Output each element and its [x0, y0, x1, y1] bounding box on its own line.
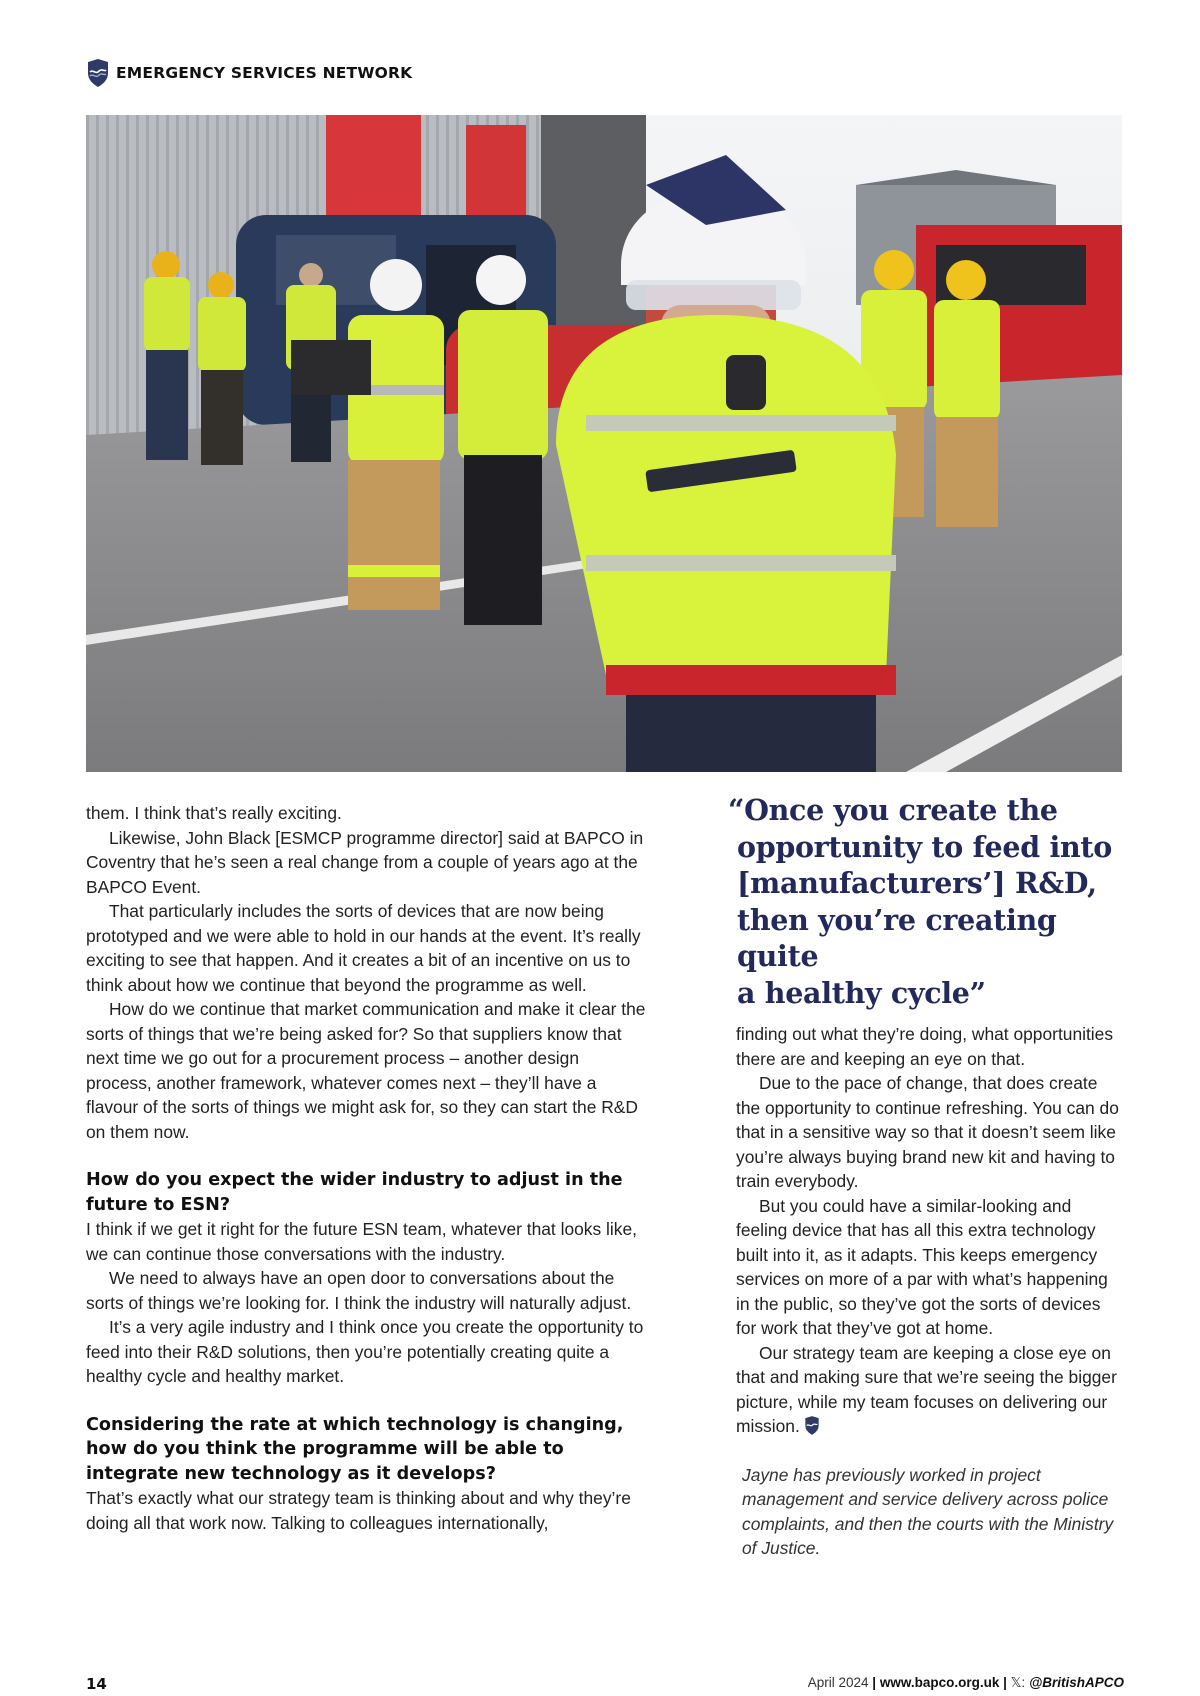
question-heading: Considering the rate at which technology is changing, how do you think the programme will be able to integrate new technology as it develops?: [86, 1414, 624, 1484]
x-icon: 𝕏:: [1010, 1675, 1026, 1690]
shield-logo-icon: [86, 59, 110, 87]
question-heading: How do you expect the wider industry to adjust in the future to ESN?: [86, 1170, 623, 1215]
footer-separator: |: [872, 1675, 877, 1690]
end-mark-shield-icon: [804, 1416, 820, 1435]
feature-photo: [86, 115, 1122, 772]
paragraph: We need to always have an open door to conversations about the sorts of things we’re looking for. I think the industry will naturally adjust.: [86, 1268, 632, 1313]
paragraph: Likewise, John Black [ESMCP programme director] said at BAPCO in Coventry that he’s seen a real change from a couple of years ago at the BAPCO Event.: [86, 827, 644, 897]
paragraph: Due to the pace of change, that does create the opportunity to continue refreshing. You can do that in a sensitive way so that it doesn’t seem like you’re always buying brand new kit and having to train everybody.: [736, 1073, 1119, 1191]
photo-illustration: [86, 115, 1122, 772]
masthead: [86, 58, 412, 88]
page-number: 14: [86, 1675, 107, 1693]
paragraph: finding out what they’re doing, what opportunities there are and keeping an eye on that.: [736, 1024, 1114, 1069]
issue-date: April 2024: [807, 1675, 869, 1690]
paragraph: That particularly includes the sorts of devices that are now being prototyped and we were able to hold in our hands at the event. It’s really exciting to see that happen. And it creates a bit of an incentive on us to think about how we continue that beyond the programme as well.: [86, 901, 641, 995]
social-handle-link[interactable]: @BritishAPCO: [1029, 1675, 1124, 1690]
pull-quote-line: a healthy cycle”: [737, 975, 986, 1010]
pull-quote-line: [manufacturers’] R&D,: [737, 866, 1097, 900]
paragraph: That’s exactly what our strategy team is thinking about and why they’re doing all that work now. Talking to colleagues internationally,: [86, 1488, 631, 1533]
paragraph: It’s a very agile industry and I think once you create the opportunity to feed into their R&D solutions, then you’re potentially creating quite a healthy cycle and healthy market.: [86, 1317, 644, 1386]
paragraph: How do we continue that market communication and make it clear the sorts of things that we’re being asked for? So that suppliers know that next time we go out for a procurement process – another design process, another framework, whatever comes next – they’ll have a flavour of the sorts of things we might ask for, so they can start the R&D on them now.: [86, 999, 646, 1142]
paragraph: [736, 1341, 1124, 1439]
body-column-right: [736, 1022, 1124, 1561]
website-link[interactable]: www.bapco.org.uk: [879, 1675, 1000, 1690]
pull-quote-line: “Once you create the: [728, 793, 1058, 827]
footer-separator: |: [1003, 1675, 1007, 1690]
footer-credits: [808, 1675, 1124, 1691]
paragraph: But you could have a similar-looking and feeling device that has all this extra technology built into it, as it adapts. This keeps emergency services on more of a par with what’s happening in the public, so they’ve got the sorts of devices for work that they’ve got at home.: [736, 1195, 1108, 1338]
body-column-left: [86, 801, 646, 1535]
author-endnote: Jayne has previously worked in project management and service delivery across police complaints, and then the courts with the Ministry of Justice.: [742, 1464, 1114, 1558]
pull-quote-line: then you’re creating quite: [737, 902, 1057, 973]
paragraph-text: Our strategy team are keeping a close eye on that and making sure that we’re seeing the bigger picture, while my team focuses on delivering our mission.: [736, 1342, 1117, 1436]
paragraph: them. I think that’s really exciting.: [86, 803, 342, 823]
paragraph: I think if we get it right for the future ESN team, whatever that looks like, we can continue those conversations with the industry.: [86, 1219, 637, 1264]
masthead-title: EMERGENCY SERVICES NETWORK: [116, 64, 413, 82]
pull-quote-line: opportunity to feed into: [737, 829, 1112, 864]
pull-quote: [728, 792, 1128, 1011]
